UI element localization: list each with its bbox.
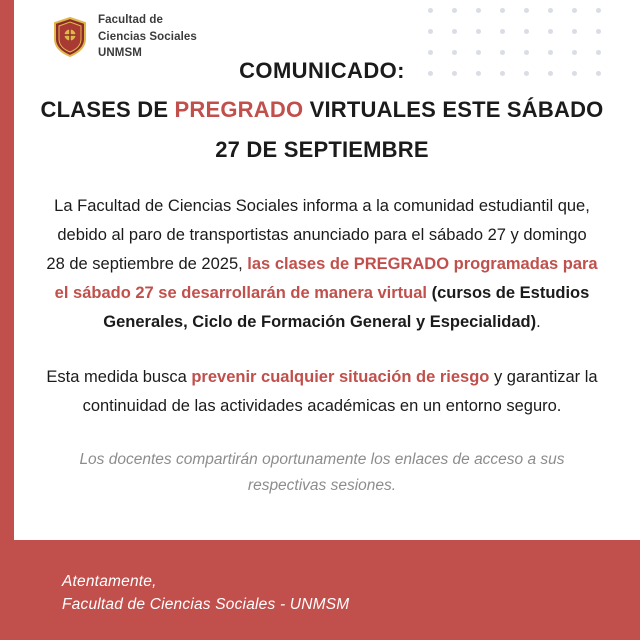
headline-line2-highlight: PREGRADO	[174, 97, 304, 122]
paragraph-2	[46, 363, 598, 421]
footer-line1: Atentamente,	[62, 573, 157, 590]
paragraph-3-note: Los docentes compartirán oportunamente los enlaces de acceso a sus respectivas sesiones.	[79, 451, 565, 495]
paragraph-1-red: las clases de PREGRADO programadas para el sábado 27 se desarrollarán de manera virtual	[54, 254, 598, 302]
left-accent-bar	[0, 0, 14, 540]
headline-line1: COMUNICADO:	[239, 58, 405, 83]
headline-line2-part2: VIRTUALES ESTE SÁBADO	[303, 97, 604, 122]
paragraph-2-end: y garantizar la continuidad de las actividades académicas en un entorno seguro.	[82, 368, 598, 416]
faculty-line1: Facultad de	[98, 14, 164, 26]
unmsm-crest-icon	[52, 17, 88, 57]
faculty-line2: Ciencias Sociales	[98, 30, 197, 43]
paragraph-2-start: Esta medida busca	[46, 368, 192, 387]
headline-line2-part1: CLASES DE	[40, 97, 175, 122]
faculty-line3: UNMSM	[98, 47, 142, 60]
headline-line3: 27 DE SEPTIEMBRE	[215, 137, 429, 163]
paragraph-1-end: .	[536, 312, 541, 331]
paragraph-2-red: prevenir cualquier situación de riesgo	[191, 368, 490, 387]
footer-text	[62, 570, 349, 617]
headline-block	[28, 54, 616, 167]
paragraph-1-bold: (cursos de Estudios Generales, Ciclo de Formación General y Especialidad)	[103, 283, 590, 331]
footer-band	[0, 540, 640, 640]
body-block	[46, 192, 598, 500]
paragraph-1-plain: La Facultad de Ciencias Sociales informa a la comunidad estudiantil que, debido al paro de transportistas anunciado para el sábado 27 y domingo 28 de septiembre de 2025,	[46, 197, 590, 273]
paragraph-1	[46, 192, 598, 336]
headline-line2	[28, 93, 616, 127]
footer-line2: Facultad de Ciencias Sociales - UNMSM	[62, 596, 350, 614]
